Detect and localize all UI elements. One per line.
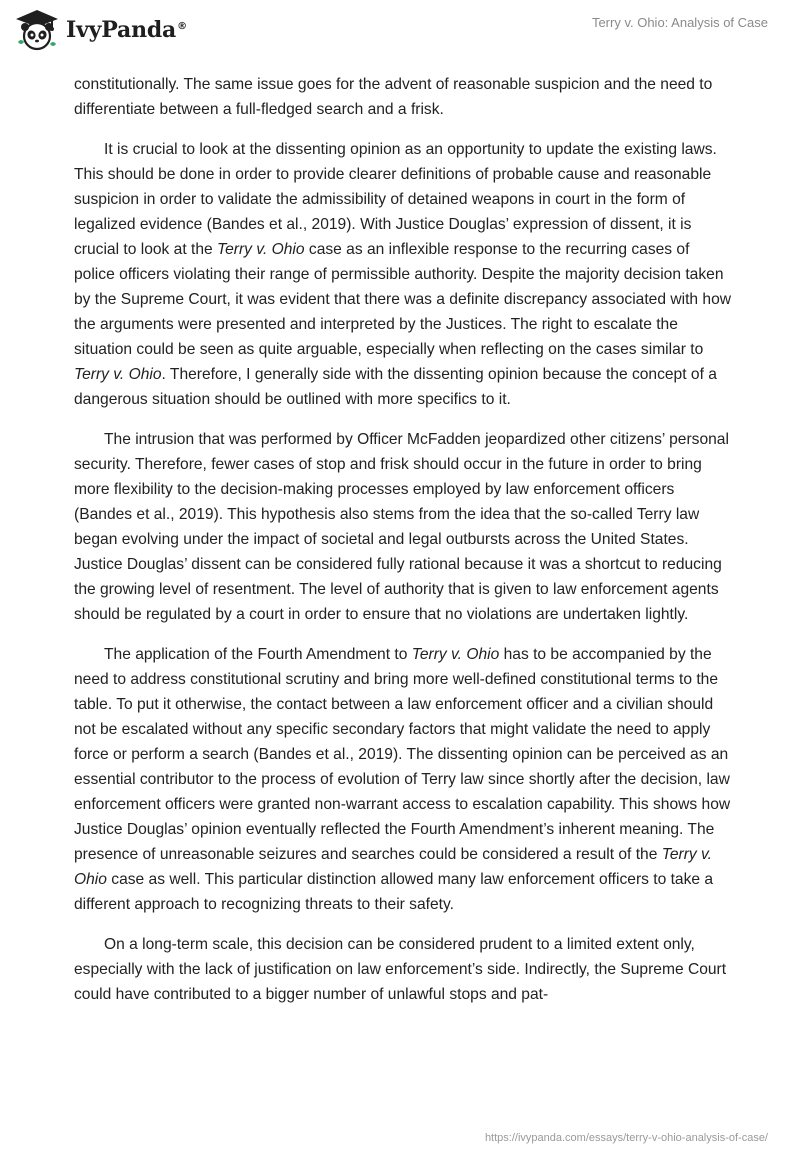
- paragraph: [74, 137, 734, 412]
- paragraph-text: On a long-term scale, this decision can be considered prudent to a limited extent only, especially with the lack of justification on law enforcement’s side. Indirectly, the Supreme Court could have contributed to a bigger number of unlawful stops and pat-: [74, 936, 727, 1003]
- paragraph-text: . Therefore, I generally side with the dissenting opinion because the concept of a dangerous situation should be outlined with more specifics to it.: [74, 366, 717, 408]
- paragraph-text: It is crucial to look at the dissenting opinion as an opportunity to update the existing laws. This should be done in order to provide clearer definitions of probable cause and reasonable suspicion in order to validate the admissibility of detained weapons in court in the form of legalized evidence (Bandes et al., 2019). With Justice Douglas’ expression of dissent, it is crucial to look at the: [74, 141, 717, 258]
- paragraph-text: has to be accompanied by the need to address constitutional scrutiny and bring more well-defined constitutional terms to the table. To put it otherwise, the contact between a law enforcement officer and a civilian should not be escalated without any specific secondary factors that might validate the need to apply force or perform a search (Bandes et al., 2019). The dissenting opinion can be perceived as an essential contributor to the process of evolution of Terry law since shortly after the decision, law enforcement officers were granted non-warrant access to escalation capability. This shows how Justice Douglas’ opinion eventually reflected the Fourth Amendment’s inherent meaning. The presence of unreasonable seizures and searches could be considered a result of the: [74, 646, 731, 863]
- ivypanda-logo[interactable]: [14, 8, 187, 52]
- paragraph-text: The intrusion that was performed by Officer McFadden jeopardized other citizens’ personal security. Therefore, fewer cases of stop and frisk should occur in the future in order to bring more flexibility to the decision-making processes employed by law enforcement officers (Bandes et al., 2019). This hypothesis also stems from the idea that the so-called Terry law began evolving under the impact of societal and legal outbursts across the United States. Justice Douglas’ dissent can be considered fully rational because it was a shortcut to reducing the growing level of resentment. The level of authority that is given to law enforcement agents should be regulated by a court in order to ensure that no violations are undertaken lightly.: [74, 431, 729, 623]
- case-name-italic: Terry v. Ohio: [74, 366, 162, 383]
- source-url[interactable]: https://ivypanda.com/essays/terry-v-ohio-analysis-of-case/: [484, 1132, 768, 1144]
- case-name-italic: Terry v. Ohio: [74, 846, 713, 888]
- case-name-italic: Terry v. Ohio: [217, 241, 305, 258]
- paragraph-text: The application of the Fourth Amendment to: [104, 646, 412, 663]
- paragraph: [74, 72, 734, 122]
- paragraph-text: constitutionally. The same issue goes for the advent of reasonable suspicion and the need to differentiate between a full-fledged search and a frisk.: [74, 76, 713, 118]
- document-title: Terry v. Ohio: Analysis of Case: [591, 15, 768, 30]
- paragraph: [74, 932, 734, 1007]
- page-header: [0, 0, 800, 70]
- paragraph: [74, 427, 734, 627]
- case-name-italic: Terry v. Ohio: [411, 646, 500, 663]
- paragraph: [74, 642, 734, 917]
- brand-name: IvyPanda®: [66, 17, 187, 43]
- essay-body: [74, 72, 734, 1022]
- panda-mortarboard-icon: [14, 8, 60, 52]
- paragraph-text: case as an inflexible response to the recurring cases of police officers violating their range of permissible authority. Despite the majority decision taken by the Supreme Court, it was evident that there was a definite discrepancy associated with how the arguments were presented and interpreted by the Justices. The right to escalate the situation could be seen as quite arguable, especially when reflecting on the cases similar to: [74, 241, 732, 358]
- paragraph-text: case as well. This particular distinction allowed many law enforcement officers to take a different approach to recognizing threats to their safety.: [74, 871, 714, 913]
